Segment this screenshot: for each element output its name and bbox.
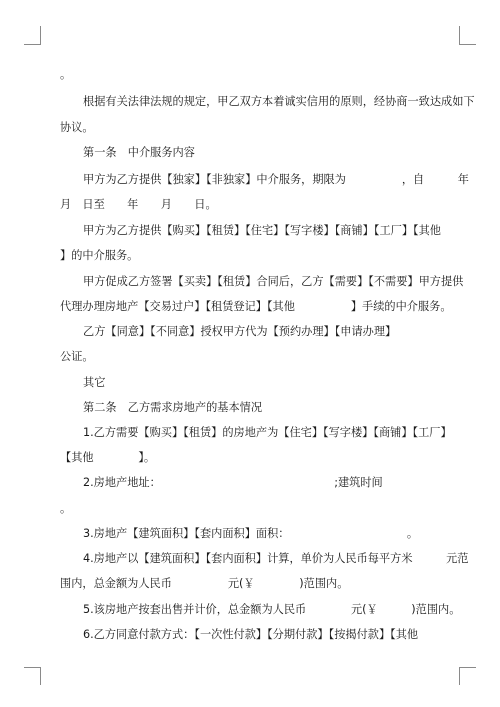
text-line: 4.房地产以【建筑面积】【套内面积】计算，单价为人民币每平方米 元范: [83, 552, 469, 565]
crop-mark-top-right-vertical: [459, 26, 460, 44]
crop-mark-top-right-horizontal: [459, 44, 476, 45]
crop-mark-top-left-vertical: [40, 26, 41, 44]
text-line: 其它: [83, 376, 106, 389]
crop-mark-top-left-horizontal: [24, 44, 41, 45]
text-line: 根据有关法律法规的规定，甲乙双方本着诚实信用的原则，经协商一致达成如下: [83, 95, 475, 108]
text-line: 2.房地产地址： ;建筑时间: [83, 476, 383, 489]
text-line: 3.房地产【建筑面积】【套内面积】面积： 。: [83, 527, 419, 540]
text-line: 协议。: [60, 121, 94, 134]
text-line: 1.乙方需要【购买】【租赁】的房地产为【住宅】【写字楼】【商铺】【工厂】: [83, 426, 452, 439]
crop-mark-bottom-left-vertical: [40, 667, 41, 685]
text-line: 月 日至 年 月 日。: [60, 198, 217, 211]
section-heading: 第一条 中介服务内容: [83, 146, 195, 159]
text-line: 甲方促成乙方签署【买卖】【租赁】合同后，乙方【需要】【不需要】甲方提供: [83, 275, 464, 288]
text-line: 甲方为乙方提供【购买】【租赁】【住宅】【写字楼】【商铺】【工厂】【其他: [83, 224, 441, 237]
text-line: 6.乙方同意付款方式：【一次性付款】【分期付款】【按揭付款】【其他: [83, 628, 419, 641]
text-line: 公证。: [60, 350, 94, 363]
section-heading: 第二条 乙方需求房地产的基本情况: [83, 401, 263, 414]
text-line: 5.该房地产按套出售并计价，总金额为人民币 元(￥ )范围内。: [83, 603, 461, 616]
text-line: 【其他 】。: [60, 451, 156, 464]
crop-mark-bottom-right-vertical: [459, 667, 460, 685]
text-line: 乙方【同意】【不同意】授权甲方代为【预约办理】【申请办理】: [83, 325, 397, 338]
text-line: 代理办理房地产【交易过户】【租赁登记】【其他 】手续的中介服务。: [60, 300, 452, 313]
text-line: 。: [60, 68, 72, 81]
crop-mark-bottom-left-horizontal: [24, 667, 41, 668]
crop-mark-bottom-right-horizontal: [459, 667, 476, 668]
text-line: 甲方为乙方提供【独家】【非独家】中介服务，期限为 ，自 年: [83, 173, 469, 186]
text-line: 围内，总金额为人民币 元(￥ )范围内。: [60, 577, 349, 590]
text-line: 】的中介服务。: [60, 249, 139, 262]
text-line: 。: [60, 502, 72, 515]
